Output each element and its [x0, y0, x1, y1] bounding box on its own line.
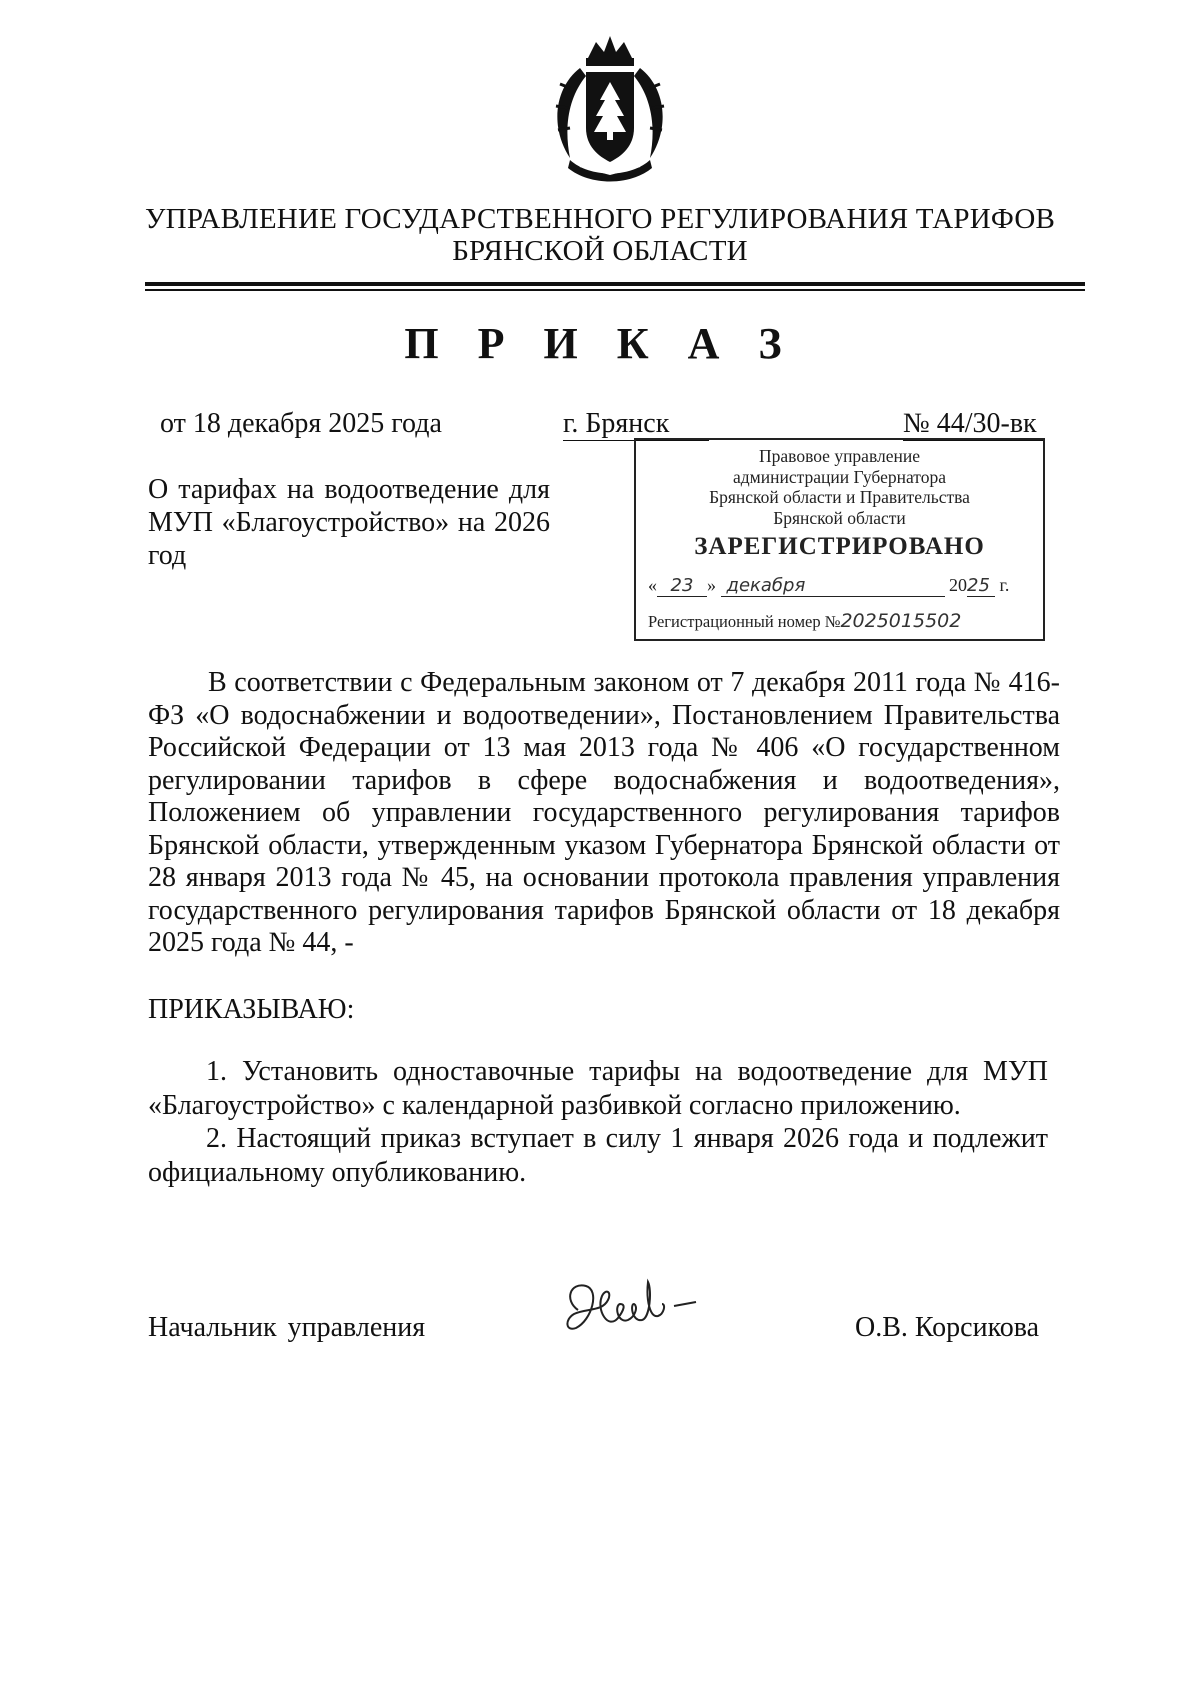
- stamp-year-prefix: 20: [949, 575, 967, 595]
- order-item-2: 2. Настоящий приказ вступает в силу 1 января 2026 года и подлежит официальному опубликованию.: [148, 1123, 1048, 1188]
- stamp-month: декабря: [721, 575, 945, 597]
- stamp-line4: Брянской области: [773, 507, 906, 528]
- stamp-line3: Брянской области и Правительства: [709, 487, 970, 507]
- coat-of-arms-emblem: [540, 28, 680, 188]
- stamp-line2: администрации Губернатора: [733, 466, 946, 487]
- stamp-year-suffix: 25: [967, 575, 995, 597]
- organization-name-line2: БРЯНСКОЙ ОБЛАСТИ: [452, 235, 748, 267]
- stamp-year-unit: г.: [999, 575, 1010, 595]
- stamp-day: 23: [657, 575, 707, 597]
- order-date: от 18 декабря 2025 года: [160, 408, 442, 439]
- stamp-reg-number: 2025015502: [840, 610, 962, 632]
- order-number: № 44/30-вк: [903, 408, 1043, 441]
- header-divider-thin: [145, 289, 1085, 291]
- order-subject: О тарифах на водоотведение для МУП «Благоустройство» на 2026 год: [148, 474, 550, 571]
- stamp-reg-row: [648, 610, 1033, 632]
- stamp-line1: Правовое управление: [759, 446, 920, 466]
- signatory-name: О.В. Корсикова: [855, 1312, 1040, 1343]
- handwritten-signature: [556, 1270, 726, 1350]
- document-title: П Р И К А З: [404, 319, 796, 368]
- preamble-paragraph: В соответствии с Федеральным законом от 7 декабря 2011 года № 416-ФЗ «О водоснабжении и водоотведении», Постановлением Правительства Российской Федерации от 13 мая 2013 года № 406 «О государственном регулировании тарифов в сфере водоснабжения и водоотведения», Положением об управлении государственного регулирования тарифов Брянской области, утвержденным указом Губернатора Брянской области от 28 января 2013 года № 45, на основании протокола правления управления государственного регулирования тарифов Брянской области от 18 декабря 2025 года № 44, -: [148, 667, 1060, 958]
- order-word: ПРИКАЗЫВАЮ:: [148, 994, 355, 1025]
- header-divider-thick: [145, 282, 1085, 286]
- order-item-1: 1. Установить одноставочные тарифы на водоотведение для МУП «Благоустройство» с календарной разбивкой согласно приложению.: [148, 1056, 1048, 1121]
- order-city: г. Брянск: [563, 408, 709, 441]
- stamp-reg-label: Регистрационный номер №: [648, 612, 841, 631]
- stamp-registered: ЗАРЕГИСТРИРОВАНО: [694, 533, 985, 560]
- stamp-date-row: « 23 » декабря 2025 г.: [648, 575, 1010, 596]
- registration-stamp: [634, 438, 1045, 641]
- organization-name-line1: УПРАВЛЕНИЕ ГОСУДАРСТВЕННОГО РЕГУЛИРОВАНИЯ ТАРИФОВ: [144, 203, 1056, 235]
- signatory-position: Начальник управления: [148, 1312, 426, 1343]
